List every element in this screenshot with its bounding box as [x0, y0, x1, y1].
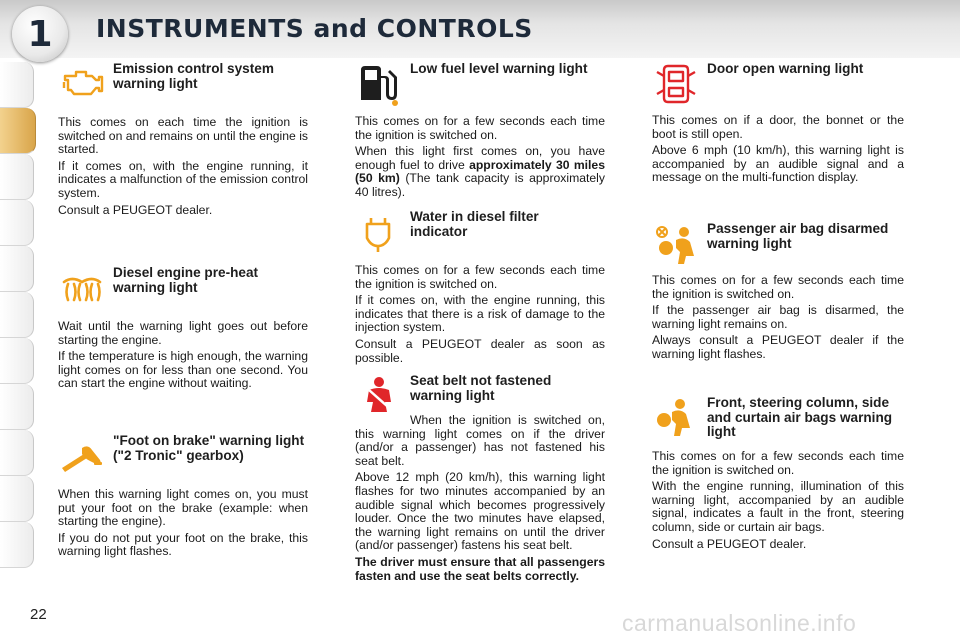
section-emission-control — [58, 62, 308, 220]
section-diesel-preheat — [58, 266, 308, 394]
section-foot-on-brake — [58, 434, 308, 562]
paragraph: With the engine running, illumination of this warning light, accompanied by an audible signal, indicates a fault in the front, steering column, side or curtain air bags. — [652, 479, 904, 534]
section-airbags — [652, 396, 904, 554]
paragraph: This comes on for a few seconds each time the ignition is switched on. — [652, 273, 904, 301]
paragraph: Above 12 mph (20 km/h), this warning light flashes for two minutes accompanied by an audible signal which becomes progressively louder. Once the two minutes have elapsed, the warning light remains on until the driver (and/or passenger) fastens his seat belt. — [355, 470, 605, 553]
chapter-tab[interactable] — [0, 154, 34, 200]
paragraph: If it comes on, with the engine running, this indicates that there is a risk of damage to the injection system. — [355, 293, 605, 335]
page-number: 22 — [30, 606, 47, 623]
section-seat-belt — [355, 374, 605, 586]
paragraph-text: When this light first comes on, you have enough fuel to drive — [355, 144, 605, 172]
warning-paragraph: The driver must ensure that all passengers fasten and use the seat belts correctly. — [355, 554, 605, 583]
chapter-tab[interactable] — [0, 384, 34, 430]
chapter-tab[interactable] — [0, 522, 34, 568]
paragraph: This comes on for a few seconds each time the ignition is switched on. — [652, 449, 904, 477]
section-title: Passenger air bag disarmed warning light — [707, 221, 889, 251]
paragraph: When the ignition is switched on, this warning light comes on if the driver (and/or a passenger) has not fastened his seat belt. — [355, 413, 605, 468]
section-title: Emission control system warning light — [113, 61, 274, 91]
paragraph: If you do not put your foot on the brake, this warning light flashes. — [58, 530, 308, 559]
section-passenger-airbag — [652, 222, 904, 365]
chapter-tab[interactable] — [0, 62, 34, 108]
page-title: INSTRUMENTS and CONTROLS — [96, 14, 533, 43]
section-low-fuel — [355, 62, 605, 203]
paragraph: Above 6 mph (10 km/h), this warning light is accompanied by an audible signal and a message on the multi-function display. — [652, 143, 904, 185]
chapter-tab[interactable] — [0, 246, 34, 292]
airbag-icon — [652, 396, 700, 440]
chapter-tabs — [0, 62, 40, 582]
glow-plug-icon — [58, 266, 106, 310]
section-title: "Foot on brake" warning light ("2 Tronic" gearbox) — [113, 433, 305, 463]
section-door-open — [652, 62, 904, 188]
chapter-tab[interactable] — [0, 338, 34, 384]
water-in-filter-icon — [355, 210, 403, 254]
paragraph: Consult a PEUGEOT dealer. — [58, 202, 213, 217]
paragraph: Wait until the warning light goes out before starting the engine. — [58, 319, 308, 347]
chapter-tab[interactable] — [0, 430, 34, 476]
fuel-range-emphasis: approximately 30 miles (50 km) — [355, 157, 605, 186]
paragraph: If the temperature is high enough, the warning light comes on for less than one second. You can start the engine without waiting. — [58, 349, 308, 391]
seat-belt-icon — [355, 374, 403, 418]
paragraph: Consult a PEUGEOT dealer. — [652, 536, 807, 551]
chapter-tab[interactable] — [0, 200, 34, 246]
paragraph — [355, 145, 605, 199]
passenger-airbag-off-icon — [652, 222, 700, 266]
chapter-tab[interactable] — [0, 476, 34, 522]
section-title: Diesel engine pre-heat warning light — [113, 265, 259, 295]
paragraph: Consult a PEUGEOT dealer as soon as possible. — [355, 336, 605, 365]
door-open-icon — [652, 62, 700, 106]
section-title: Low fuel level warning light — [410, 61, 588, 76]
foot-on-brake-icon — [58, 434, 106, 478]
paragraph: This comes on for a few seconds each time the ignition is switched on. — [355, 114, 605, 142]
paragraph: This comes on each time the ignition is switched on and remains on until the engine is started. — [58, 115, 308, 157]
chapter-tab[interactable] — [0, 292, 34, 338]
section-title: Seat belt not fastened warning light — [410, 373, 552, 403]
chapter-number: 1 — [27, 13, 53, 55]
section-water-in-diesel — [355, 210, 605, 368]
chapter-tab-active[interactable] — [0, 108, 36, 154]
section-title: Door open warning light — [707, 61, 864, 76]
section-title: Front, steering column, side and curtain air bags warning light — [707, 395, 893, 440]
paragraph: If it comes on, with the engine running, it indicates a malfunction of the emission control system. — [58, 158, 308, 200]
paragraph: This comes on for a few seconds each time the ignition is switched on. — [355, 263, 605, 291]
paragraph: If the passenger air bag is disarmed, the warning light remains on. — [652, 303, 904, 331]
chapter-badge — [12, 6, 68, 62]
paragraph: When this warning light comes on, you must put your foot on the brake (example: when starting the engine). — [58, 487, 308, 529]
watermark: carmanualsonline.info — [622, 610, 857, 636]
section-title: Water in diesel filter indicator — [410, 209, 539, 239]
paragraph: Always consult a PEUGEOT dealer if the warning light flashes. — [652, 333, 904, 361]
paragraph-text: (The tank capacity is approximately 40 litres). — [355, 171, 605, 199]
engine-icon — [58, 62, 106, 106]
paragraph: This comes on if a door, the bonnet or the boot is still open. — [652, 113, 904, 141]
fuel-pump-icon — [355, 62, 403, 106]
